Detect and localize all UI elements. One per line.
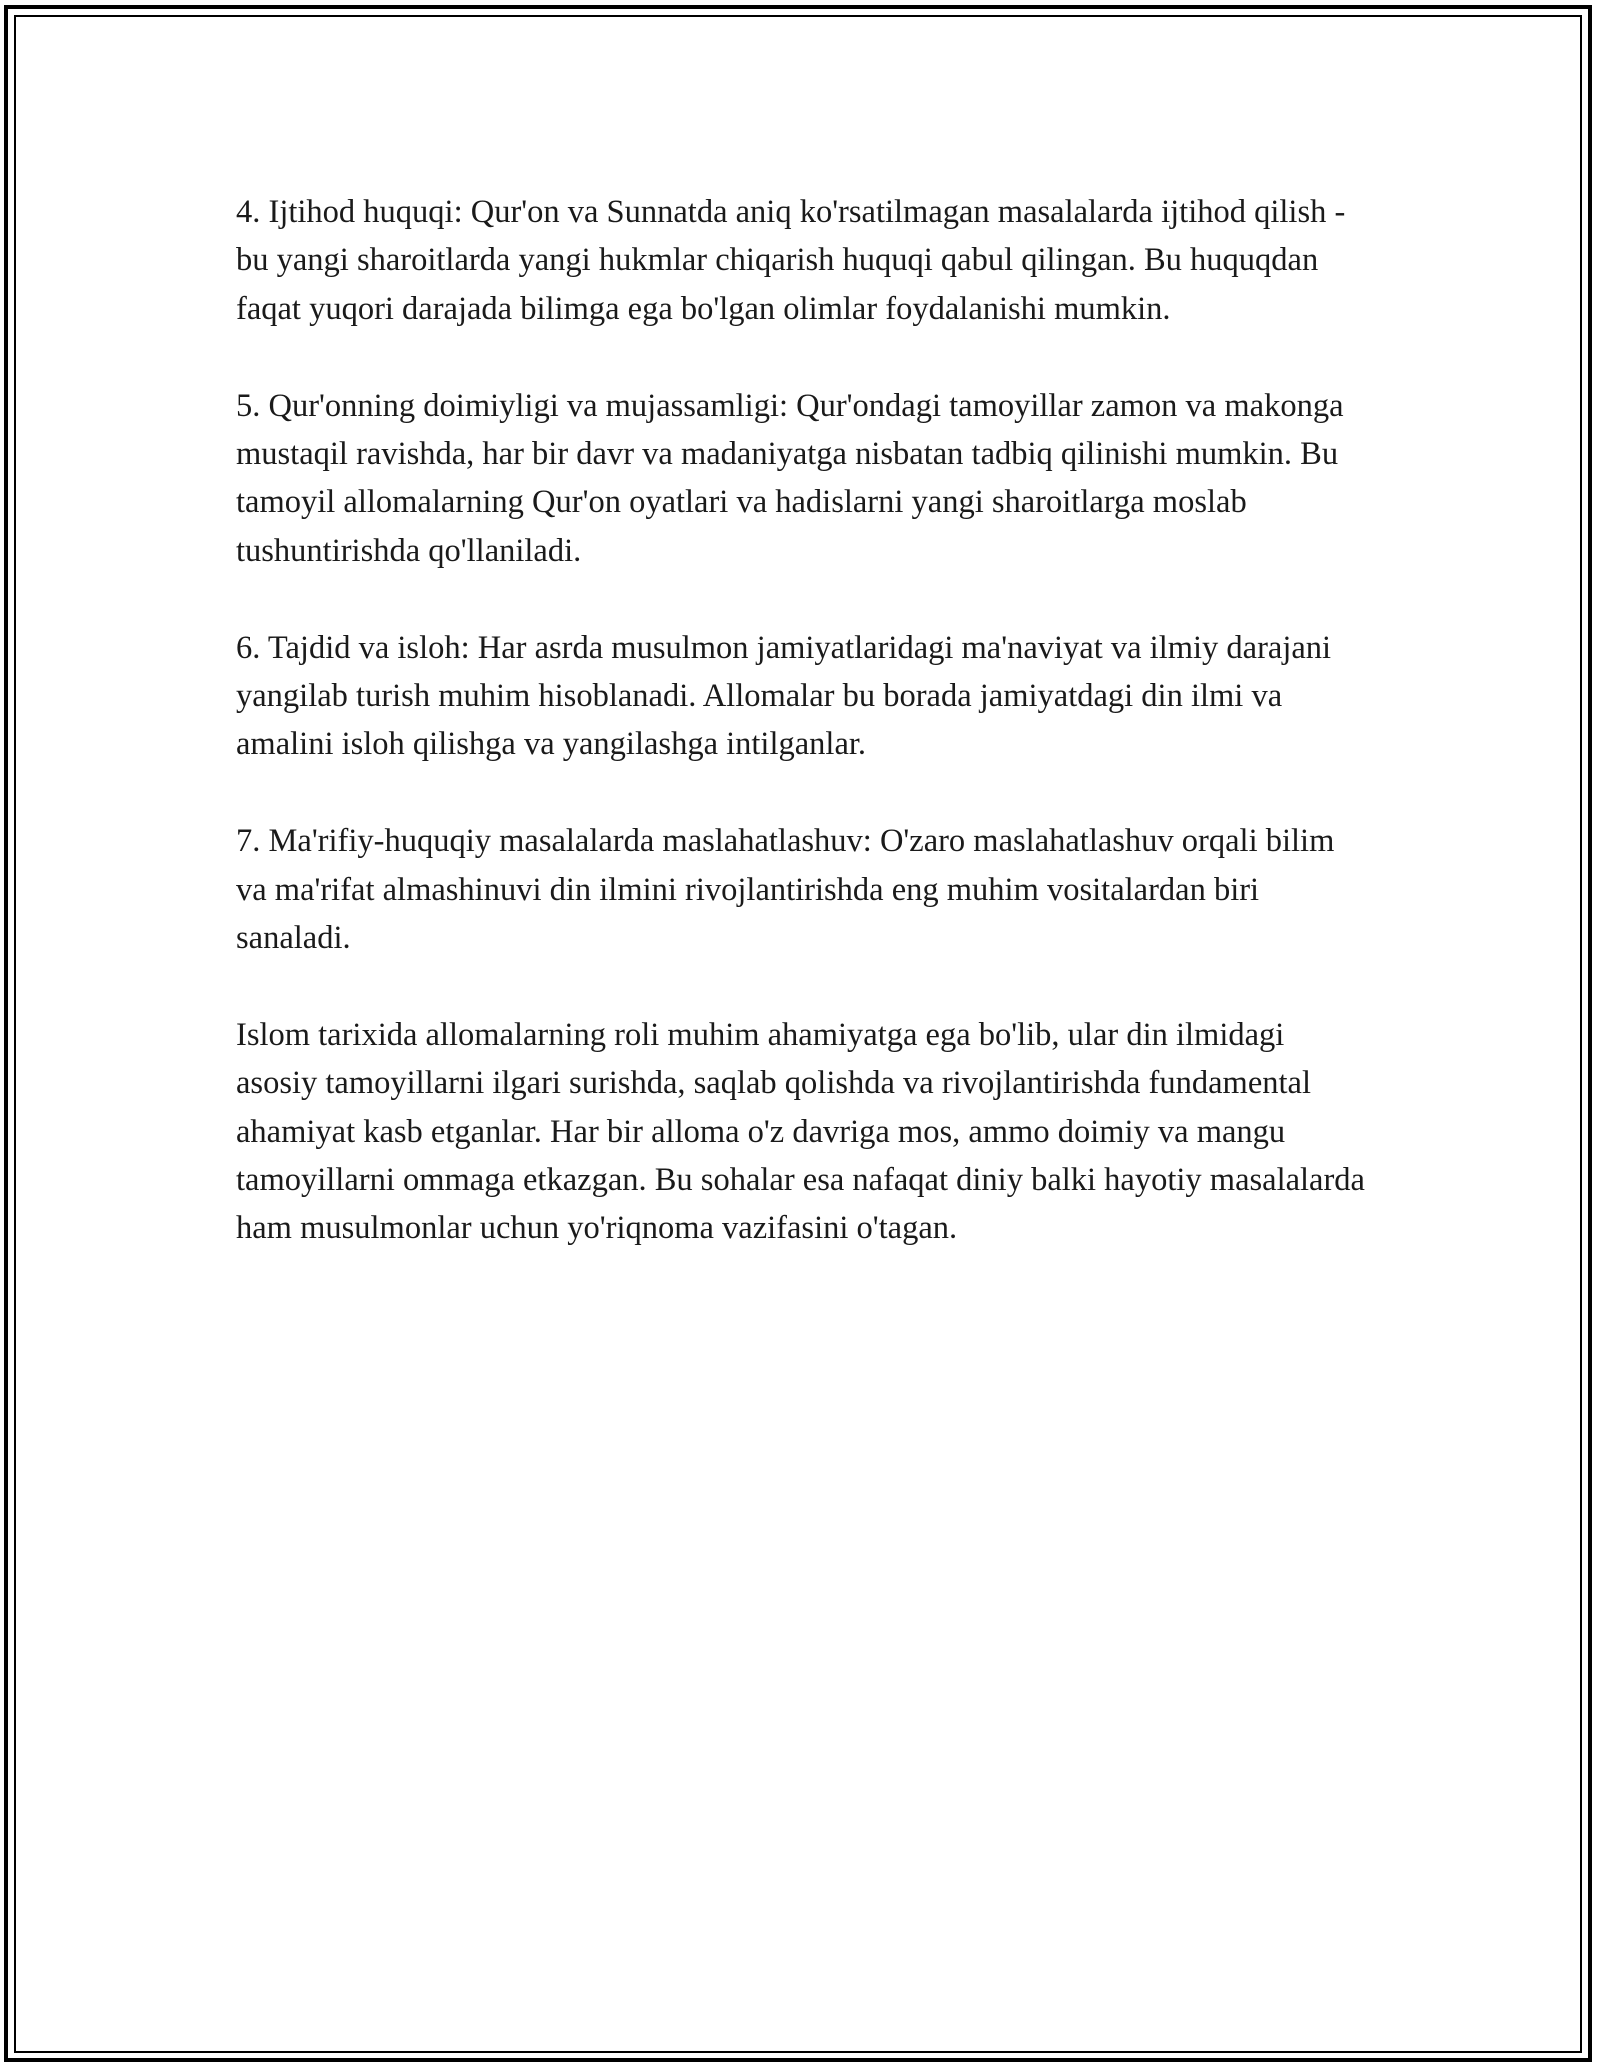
paragraph-tajdid-isloh: 6. Tajdid va isloh: Har asrda musulmon jamiyatlaridagi ma'naviyat va ilmiy darajani yangilab turish muhim hisoblanadi. Allomalar bu borada jamiyatdagi din ilmi va amalini isloh qilishga va yangilashga intilganlar. — [236, 629, 1332, 763]
paragraph-ijtihod: 4. Ijtihod huquqi: Qur'on va Sunnatda aniq ko'rsatilmagan masalalarda ijtihod qilish - bu yangi sharoitlarda yangi hukmlar chiqarish huquqi qabul qilingan. Bu huquqdan faqat yuqori darajada bilimga ega bo'lgan olimlar foydalanishi mumkin. — [236, 194, 1346, 327]
paragraph-conclusion: Islom tarixida allomalarning roli muhim ahamiyatga ega bo'lib, ular din ilmidagi asosiy tamoyillarni ilgari surishda, saqlab qolishda va rivojlantirishda fundamental ahamiyat kasb etganlar. Har bir alloma o'z davriga mos, ammo doimiy va mangu tamoyillarni ommaga etkazgan. Bu sohalar esa nafaqat diniy balki hayotiy masalalarda ham musulmonlar uchun yo'riqnoma vazifasini o'tagan. — [236, 1016, 1365, 1247]
paragraph-consultation: 7. Ma'rifiy-huquqiy masalalarda maslahatlashuv: O'zaro maslahatlashuv orqali bilim va ma'rifat almashinuvi din ilmini rivojlantirishda eng muhim vositalardan biri sanaladi. — [236, 823, 1335, 957]
paragraph-quran-permanence: 5. Qur'onning doimiyligi va mujassamligi: Qur'ondagi tamoyillar zamon va makonga mustaqil ravishda, har bir davr va madaniyatga nisbatan tadbiq qilinishi mumkin. Bu tamoyil allomalarning Qur'on oyatlari va hadislarni yangi sharoitlarga moslab tushuntirishda qo'llaniladi. — [236, 387, 1344, 569]
document-body — [236, 188, 1366, 1301]
